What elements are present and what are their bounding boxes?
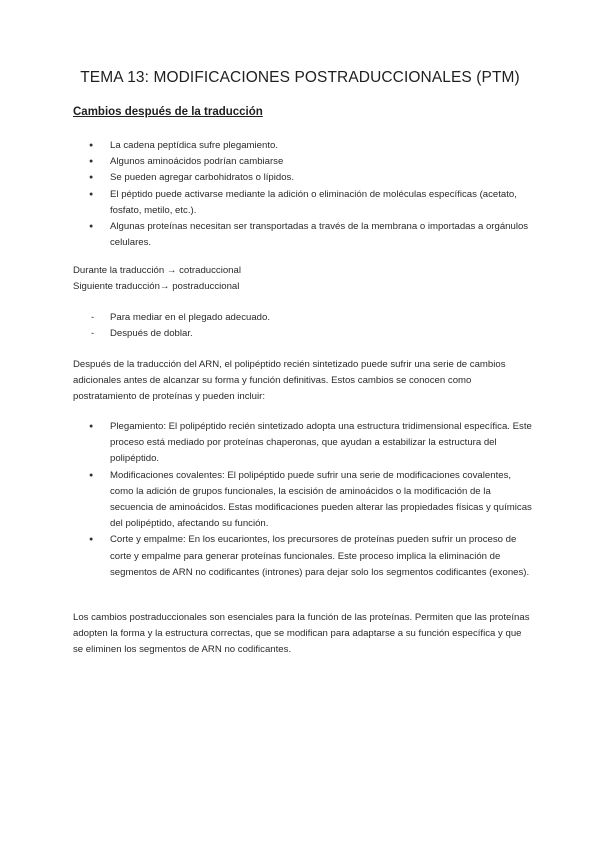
list-item: ● Corte y empalme: En los eucariontes, los precursores de proteínas pueden sufrir un proceso de corte y empalme para generar proteínas funcionales. Este proceso implica la eliminación de segmentos de ARN no codificantes (intrones) para dejar solo los segmentos codificantes (exones).	[73, 532, 533, 581]
list-item: - Para mediar en el plegado adecuado.	[73, 310, 533, 326]
paragraph-intro: Después de la traducción del ARN, el polipéptido recién sintetizado puede sufrir una serie de cambios adicionales antes de alcanzar su forma y función definitivas. Estos cambios se conocen como postratamiento de proteínas y pueden incluir:	[73, 359, 506, 403]
bullet-list-processes	[73, 419, 533, 581]
line-after-translation: Siguiente traducción→ postraduccional	[73, 281, 240, 293]
translation-timing	[73, 263, 533, 295]
dash-list	[73, 310, 533, 342]
section-heading: Cambios después de la traducción	[73, 106, 263, 118]
list-item: ● Modificaciones covalentes: El polipéptido puede sufrir una serie de modificaciones covalentes, como la adición de grupos funcionales, la escisión de aminoácidos o la modificación de la secuencia de aminoácidos. Estas modificaciones pueden alterar las propiedades físicas y químicas del polipéptido, afectando su función.	[73, 468, 533, 533]
list-item: ● La cadena peptídica sufre plegamiento.	[73, 138, 533, 154]
line-during-translation: Durante la traducción → cotraduccional	[73, 265, 241, 276]
list-item: ● El péptido puede activarse mediante la adición o eliminación de moléculas específicas (acetato, fosfato, metilo, etc.).	[73, 187, 533, 219]
page-title: TEMA 13: MODIFICACIONES POSTRADUCCIONALES (PTM)	[80, 69, 520, 86]
list-item: ● Algunos aminoácidos podrían cambiarse	[73, 154, 533, 170]
list-item: ● Algunas proteínas necesitan ser transportadas a través de la membrana o importadas a orgánulos celulares.	[73, 219, 533, 251]
list-item: ● Plegamiento: El polipéptido recién sintetizado adopta una estructura tridimensional específica. Este proceso está mediado por proteínas chaperonas, que ayudan a estabilizar la estructura del polipéptido.	[73, 419, 533, 468]
bullet-list-changes	[73, 138, 533, 251]
list-item: ● Se pueden agregar carbohidratos o lípidos.	[73, 170, 533, 186]
list-item: - Después de doblar.	[73, 326, 533, 342]
paragraph-conclusion: Los cambios postraduccionales son esenciales para la función de las proteínas. Permiten que las proteínas adopten la forma y la estructura correctas, que se modifican para adaptarse a su función específica y que se eliminen los segmentos de ARN no codificantes.	[73, 612, 530, 656]
